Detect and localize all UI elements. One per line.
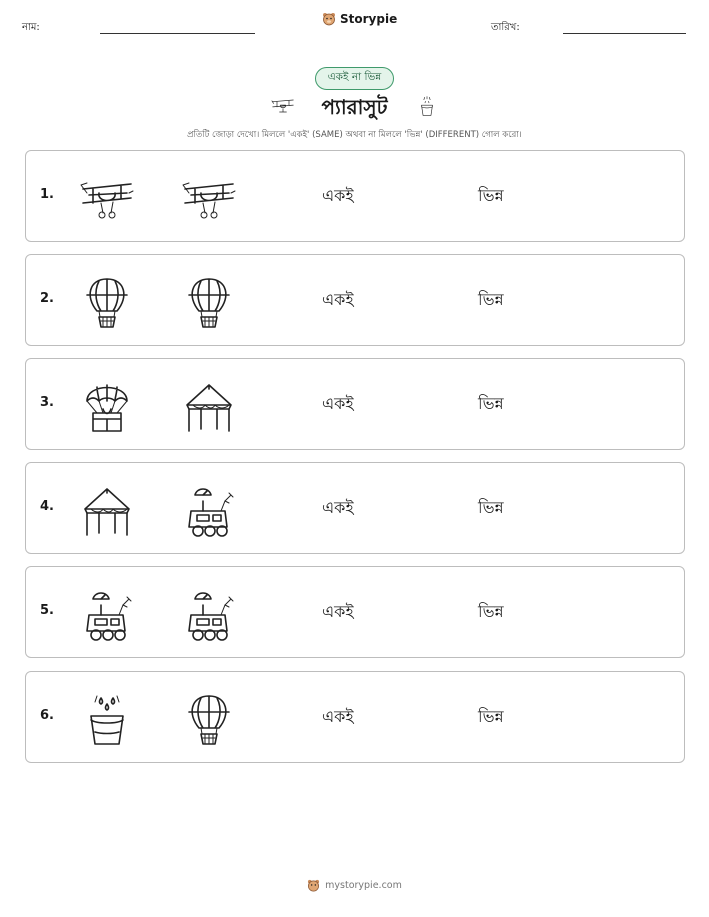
date-line[interactable] <box>563 33 686 34</box>
question-number: 4. <box>40 499 54 514</box>
question-row <box>25 150 685 242</box>
canopy-tent-icon <box>79 483 135 539</box>
brand-logo <box>322 12 397 26</box>
parachute-drop-icon <box>79 379 135 435</box>
different-option[interactable]: ভিন্ন <box>478 290 504 309</box>
hot-air-balloon-icon <box>181 692 237 748</box>
brand-name: Storypie <box>340 12 398 26</box>
different-option[interactable]: ভিন্ন <box>478 186 504 205</box>
bear-mascot-icon <box>322 12 336 26</box>
same-option[interactable]: একই <box>322 394 354 413</box>
different-option[interactable]: ভিন্ন <box>478 602 504 621</box>
page-title: প্যারাসুট <box>321 95 388 119</box>
question-row <box>25 671 685 763</box>
canopy-tent-icon <box>181 379 237 435</box>
instructions: প্রতিটি জোড়া দেখো। মিললে 'একই' (SAME) অথবা না মিললে 'ভিন্ন' (DIFFERENT) গোল করো। <box>187 130 522 140</box>
biplane-icon <box>181 171 237 227</box>
water-bucket-icon <box>416 92 438 120</box>
rover-icon <box>79 587 135 643</box>
water-bucket-icon <box>79 692 135 748</box>
biplane-icon <box>79 171 135 227</box>
hot-air-balloon-icon <box>79 275 135 331</box>
footer <box>0 879 709 892</box>
question-row <box>25 254 685 346</box>
activity-badge: একই না ভিন্ন <box>315 67 394 90</box>
rover-icon <box>181 483 237 539</box>
question-row <box>25 358 685 450</box>
different-option[interactable]: ভিন্ন <box>478 394 504 413</box>
name-label: নাম: <box>22 22 40 33</box>
question-number: 1. <box>40 187 54 202</box>
same-option[interactable]: একই <box>322 290 354 309</box>
different-option[interactable]: ভিন্ন <box>478 707 504 726</box>
same-option[interactable]: একই <box>322 498 354 517</box>
name-line[interactable] <box>100 33 255 34</box>
same-option[interactable]: একই <box>322 186 354 205</box>
same-option[interactable]: একই <box>322 707 354 726</box>
question-number: 3. <box>40 395 54 410</box>
rover-icon <box>181 587 237 643</box>
footer-url[interactable]: mystorypie.com <box>325 880 402 891</box>
question-row <box>25 462 685 554</box>
question-row <box>25 566 685 658</box>
different-option[interactable]: ভিন্ন <box>478 498 504 517</box>
bear-mascot-icon <box>307 879 320 892</box>
question-number: 2. <box>40 291 54 306</box>
hot-air-balloon-icon <box>181 275 237 331</box>
question-number: 5. <box>40 603 54 618</box>
question-number: 6. <box>40 708 54 723</box>
same-option[interactable]: একই <box>322 602 354 621</box>
date-label: তারিখ: <box>491 22 520 33</box>
